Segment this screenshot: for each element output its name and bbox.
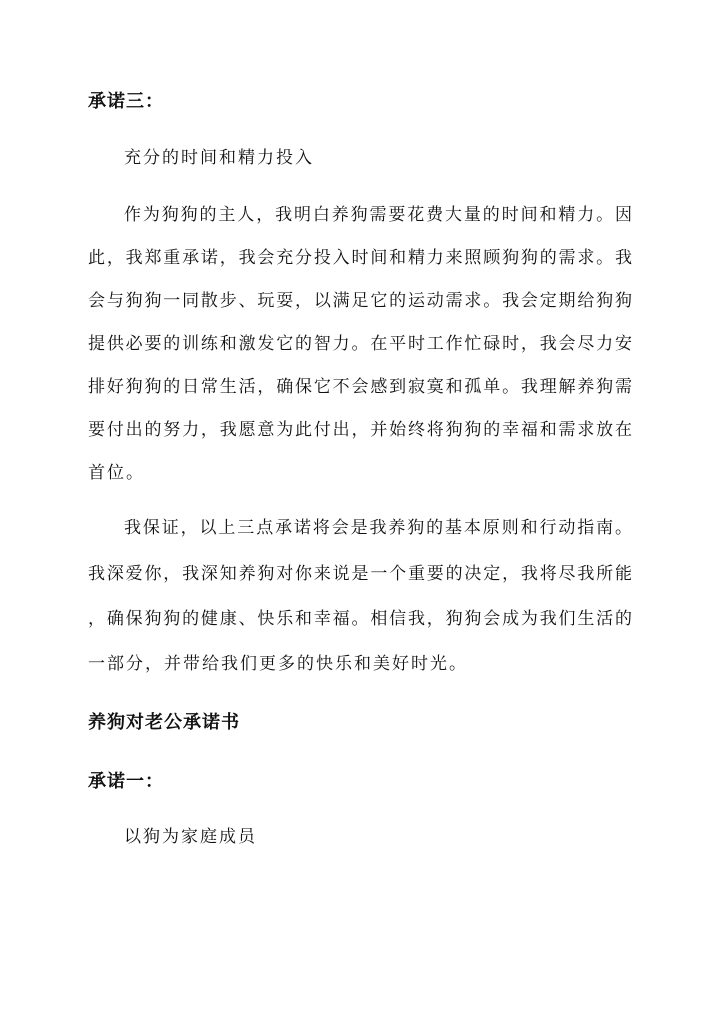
- paragraph-line: 我保证，以上三点承诺将会是我养狗的基本原则和行动指南。: [124, 518, 632, 538]
- paragraph-line: 此，我郑重承诺，我会充分投入时间和精力来照顾狗狗的需求。我: [88, 248, 632, 268]
- paragraph-line: 排好狗狗的日常生活，确保它不会感到寂寞和孤单。我理解养狗需: [88, 377, 632, 397]
- promise-one-subheading: 以狗为家庭成员: [124, 827, 257, 847]
- paragraph-line: 提供必要的训练和激发它的智力。在平时工作忙碌时，我会尽力安: [88, 334, 632, 354]
- paragraph-line: 我深爱你，我深知养狗对你来说是一个重要的决定，我将尽我所能: [88, 564, 632, 584]
- promise-one-heading: 承诺一：: [88, 771, 164, 792]
- paragraph-line: 要付出的努力，我愿意为此付出，并始终将狗狗的幸福和需求放在: [88, 420, 632, 440]
- paragraph-line: 首位。: [88, 463, 145, 483]
- paragraph-line: 一部分，并带给我们更多的快乐和美好时光。: [88, 654, 468, 674]
- promise-three-subheading: 充分的时间和精力投入: [124, 148, 314, 168]
- paragraph-line: ，确保狗狗的健康、快乐和幸福。相信我，狗狗会成为我们生活的: [88, 609, 632, 629]
- paragraph-line: 会与狗狗一同散步、玩耍，以满足它的运动需求。我会定期给狗狗: [88, 291, 632, 311]
- promise-three-heading: 承诺三：: [88, 91, 164, 112]
- paragraph-line: 作为狗狗的主人，我明白养狗需要花费大量的时间和精力。因: [124, 205, 632, 225]
- document-title: 养狗对老公承诺书: [88, 712, 240, 733]
